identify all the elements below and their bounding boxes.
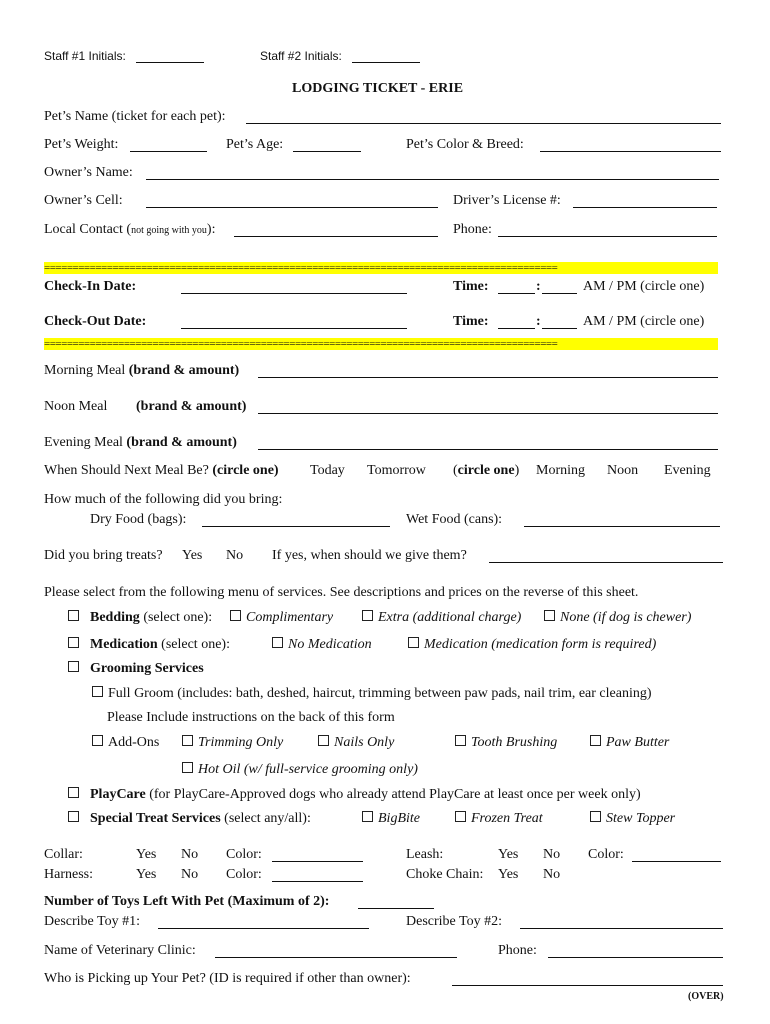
addons-option[interactable]: Add-Ons bbox=[92, 735, 159, 751]
checkout-date-label: Check-Out Date: bbox=[44, 314, 147, 329]
grooming-label: Grooming Services bbox=[90, 661, 204, 676]
drivers-license-label: Driver’s License #: bbox=[453, 193, 561, 208]
tooth-brushing-checkbox[interactable] bbox=[455, 735, 466, 746]
pet-age-field[interactable] bbox=[293, 151, 361, 152]
leash-no[interactable]: No bbox=[543, 847, 561, 862]
bigbite-checkbox[interactable] bbox=[362, 811, 373, 822]
checkout-hour-field[interactable] bbox=[498, 328, 535, 329]
trimming-option[interactable]: Trimming Only bbox=[182, 735, 283, 751]
dry-food-label: Dry Food (bags): bbox=[90, 512, 187, 527]
checkin-date-field[interactable] bbox=[181, 293, 407, 294]
harness-yes[interactable]: Yes bbox=[136, 867, 157, 882]
bigbite-option[interactable]: BigBite bbox=[362, 811, 420, 827]
medication-form-checkbox[interactable] bbox=[408, 637, 419, 648]
checkout-date-field[interactable] bbox=[181, 328, 407, 329]
staff2-label: Staff #2 Initials: bbox=[260, 49, 342, 63]
none-checkbox[interactable] bbox=[544, 610, 555, 621]
how-much-label: How much of the following did you bring: bbox=[44, 492, 283, 507]
owner-name-label: Owner’s Name: bbox=[44, 165, 133, 180]
staff2-field[interactable] bbox=[352, 62, 420, 63]
checkin-hour-field[interactable] bbox=[498, 293, 535, 294]
toys-number-label: Number of Toys Left With Pet (Maximum of 2): bbox=[44, 894, 330, 909]
complimentary-checkbox[interactable] bbox=[230, 610, 241, 621]
staff1-field[interactable] bbox=[136, 62, 204, 63]
nails-option[interactable]: Nails Only bbox=[318, 735, 394, 751]
services-intro: Please select from the following menu of services. See descriptions and prices on the reverse of this sheet. bbox=[44, 585, 639, 600]
wet-food-field[interactable] bbox=[524, 526, 720, 527]
collar-no[interactable]: No bbox=[181, 847, 199, 862]
hot-oil-option[interactable]: Hot Oil (w/ full-service grooming only) bbox=[182, 762, 418, 778]
medication-row bbox=[68, 637, 84, 653]
harness-no[interactable]: No bbox=[181, 867, 199, 882]
treats-yes[interactable]: Yes bbox=[182, 548, 203, 563]
treats-when-label: If yes, when should we give them? bbox=[272, 548, 467, 563]
harness-color-field[interactable] bbox=[272, 881, 363, 882]
local-phone-label: Phone: bbox=[453, 222, 492, 237]
checkout-time-label: Time: bbox=[453, 314, 489, 329]
medication-label: Medication (select one): bbox=[90, 637, 230, 652]
owner-cell-label: Owner’s Cell: bbox=[44, 193, 123, 208]
separator-bottom: ========================================================================================== bbox=[44, 338, 718, 350]
special-treat-row bbox=[68, 811, 84, 827]
evening-meal-field[interactable] bbox=[258, 449, 718, 450]
harness-color-label: Color: bbox=[226, 867, 262, 882]
owner-name-field[interactable] bbox=[146, 179, 719, 180]
stew-topper-checkbox[interactable] bbox=[590, 811, 601, 822]
playcare-checkbox[interactable] bbox=[68, 787, 79, 798]
grooming-instructions: Please Include instructions on the back of this form bbox=[107, 710, 395, 725]
playcare-label: PlayCare (for PlayCare-Approved dogs who already attend PlayCare at least once per week only) bbox=[90, 787, 641, 802]
choke-chain-label: Choke Chain: bbox=[406, 867, 484, 882]
checkin-time-label: Time: bbox=[453, 279, 489, 294]
bedding-row bbox=[68, 610, 84, 626]
page-title: LODGING TICKET - ERIE bbox=[292, 81, 464, 96]
bedding-complimentary[interactable]: Complimentary bbox=[230, 610, 333, 626]
leash-label: Leash: bbox=[406, 847, 444, 862]
staff1-label: Staff #1 Initials: bbox=[44, 49, 126, 63]
addons-checkbox[interactable] bbox=[92, 735, 103, 746]
grooming-checkbox[interactable] bbox=[68, 661, 79, 672]
checkout-minute-field[interactable] bbox=[542, 328, 577, 329]
pet-color-breed-field[interactable] bbox=[540, 151, 721, 152]
grooming-row bbox=[68, 661, 84, 677]
choke-chain-no[interactable]: No bbox=[543, 867, 561, 882]
local-contact-label: Local Contact (not going with you): bbox=[44, 222, 216, 237]
toy1-label: Describe Toy #1: bbox=[44, 914, 140, 929]
wet-food-label: Wet Food (cans): bbox=[406, 512, 503, 527]
no-medication-checkbox[interactable] bbox=[272, 637, 283, 648]
drivers-license-field[interactable] bbox=[573, 207, 717, 208]
toy2-field[interactable] bbox=[520, 928, 723, 929]
vet-phone-field[interactable] bbox=[548, 957, 723, 958]
noon-meal-label: Noon Meal bbox=[44, 399, 108, 414]
checkout-ampm[interactable]: AM / PM (circle one) bbox=[583, 314, 705, 329]
morning-meal-field[interactable] bbox=[258, 377, 718, 378]
next-meal-question: When Should Next Meal Be? (circle one) bbox=[44, 463, 279, 478]
treats-no[interactable]: No bbox=[226, 548, 244, 563]
checkout-colon: : bbox=[536, 314, 541, 329]
collar-color-label: Color: bbox=[226, 847, 262, 862]
vet-clinic-field[interactable] bbox=[215, 957, 457, 958]
evening-meal-label: Evening Meal (brand & amount) bbox=[44, 435, 237, 450]
local-contact-field[interactable] bbox=[234, 236, 438, 237]
collar-yes[interactable]: Yes bbox=[136, 847, 157, 862]
stew-topper-option[interactable]: Stew Topper bbox=[590, 811, 675, 827]
full-groom-checkbox[interactable] bbox=[92, 686, 103, 697]
hot-oil-checkbox[interactable] bbox=[182, 762, 193, 773]
pet-weight-label: Pet’s Weight: bbox=[44, 137, 119, 152]
leash-color-label: Color: bbox=[588, 847, 624, 862]
vet-clinic-label: Name of Veterinary Clinic: bbox=[44, 943, 196, 958]
extra-checkbox[interactable] bbox=[362, 610, 373, 621]
toys-number-field[interactable] bbox=[358, 908, 434, 909]
checkin-colon: : bbox=[536, 279, 541, 294]
tooth-brushing-option[interactable]: Tooth Brushing bbox=[455, 735, 557, 751]
leash-color-field[interactable] bbox=[632, 861, 721, 862]
pet-name-field[interactable] bbox=[246, 123, 721, 124]
leash-yes[interactable]: Yes bbox=[498, 847, 519, 862]
next-meal-morning[interactable]: Morning bbox=[536, 463, 585, 478]
special-treat-label: Special Treat Services (select any/all): bbox=[90, 811, 311, 826]
pickup-label: Who is Picking up Your Pet? (ID is required if other than owner): bbox=[44, 971, 411, 986]
collar-label: Collar: bbox=[44, 847, 83, 862]
paw-butter-option[interactable]: Paw Butter bbox=[590, 735, 669, 751]
next-meal-circle-one: (circle one) bbox=[453, 463, 520, 478]
no-medication-option[interactable]: No Medication bbox=[272, 637, 372, 653]
noon-meal-brand: (brand & amount) bbox=[136, 399, 247, 414]
checkin-ampm[interactable]: AM / PM (circle one) bbox=[583, 279, 705, 294]
morning-meal-label: Morning Meal (brand & amount) bbox=[44, 363, 240, 378]
owner-cell-field[interactable] bbox=[146, 207, 438, 208]
treats-when-field[interactable] bbox=[489, 562, 723, 563]
next-meal-evening[interactable]: Evening bbox=[664, 463, 711, 478]
next-meal-today[interactable]: Today bbox=[310, 463, 345, 478]
harness-label: Harness: bbox=[44, 867, 93, 882]
bedding-checkbox[interactable] bbox=[68, 610, 79, 621]
next-meal-tomorrow[interactable]: Tomorrow bbox=[367, 463, 426, 478]
next-meal-noon[interactable]: Noon bbox=[607, 463, 639, 478]
checkin-date-label: Check-In Date: bbox=[44, 279, 137, 294]
dry-food-field[interactable] bbox=[202, 526, 390, 527]
treats-question: Did you bring treats? bbox=[44, 548, 163, 563]
toy2-label: Describe Toy #2: bbox=[406, 914, 502, 929]
pickup-field[interactable] bbox=[452, 985, 723, 986]
separator-top: ========================================================================================== bbox=[44, 262, 718, 274]
pet-age-label: Pet’s Age: bbox=[226, 137, 284, 152]
frozen-treat-option[interactable]: Frozen Treat bbox=[455, 811, 543, 827]
medication-checkbox[interactable] bbox=[68, 637, 79, 648]
noon-meal-field[interactable] bbox=[258, 413, 718, 414]
bedding-none[interactable]: None (if dog is chewer) bbox=[544, 610, 691, 626]
vet-phone-label: Phone: bbox=[498, 943, 537, 958]
nails-checkbox[interactable] bbox=[318, 735, 329, 746]
pet-color-breed-label: Pet’s Color & Breed: bbox=[406, 137, 524, 152]
frozen-treat-checkbox[interactable] bbox=[455, 811, 466, 822]
bedding-extra[interactable]: Extra (additional charge) bbox=[362, 610, 521, 626]
pet-weight-field[interactable] bbox=[130, 151, 207, 152]
local-phone-field[interactable] bbox=[498, 236, 717, 237]
collar-color-field[interactable] bbox=[272, 861, 363, 862]
special-treat-checkbox[interactable] bbox=[68, 811, 79, 822]
toy1-field[interactable] bbox=[158, 928, 369, 929]
trimming-checkbox[interactable] bbox=[182, 735, 193, 746]
checkin-minute-field[interactable] bbox=[542, 293, 577, 294]
playcare-row bbox=[68, 787, 84, 803]
over-label: (OVER) bbox=[688, 991, 724, 1002]
medication-form-option[interactable]: Medication (medication form is required) bbox=[408, 637, 656, 653]
choke-chain-yes[interactable]: Yes bbox=[498, 867, 519, 882]
bedding-label: Bedding (select one): bbox=[90, 610, 213, 625]
paw-butter-checkbox[interactable] bbox=[590, 735, 601, 746]
pet-name-label: Pet’s Name (ticket for each pet): bbox=[44, 109, 226, 124]
full-groom-option[interactable]: Full Groom (includes: bath, deshed, haircut, trimming between paw pads, nail trim, ear cleaning) bbox=[92, 686, 652, 702]
